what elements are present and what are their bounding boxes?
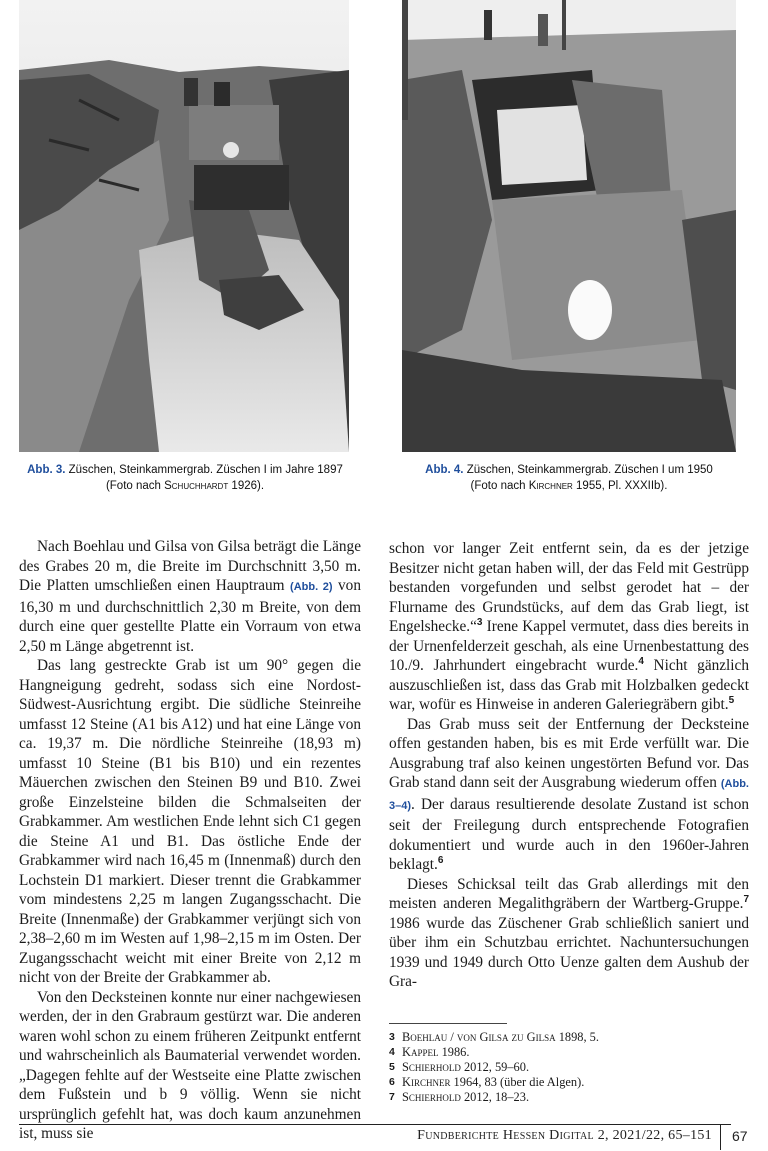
- figure-reference-link[interactable]: (Abb. 3–4): [389, 778, 749, 812]
- paragraph-text: Nach Boehlau und Gilsa von Gilsa beträgt die Länge des Grabes 20 m, die Breite im Durchschnitt 3,50 m. Die Platten umschließen einen Hauptraum: [19, 538, 361, 594]
- figure-caption-abb-3: [14, 462, 356, 494]
- caption-credit-prefix: (Foto nach: [105, 480, 165, 492]
- caption-author: Schuchhardt: [164, 480, 229, 492]
- paragraph: [389, 715, 749, 875]
- footnote: [389, 1090, 749, 1105]
- footnote-author: Schierhold: [402, 1060, 461, 1074]
- footnote-author: Schierhold: [402, 1090, 461, 1104]
- paragraph: Von den Decksteinen konnte nur einer nachgewiesen werden, der in den Grabraum gestürzt war. Die anderen waren wohl schon zu einem früheren Zeitpunkt entfernt und wahrscheinlich als Baumaterial verwendet worden. „Dagegen fehlte auf der Westseite eine Platte zwischen dem Fußstein und b 9 völlig. Wenn sie nicht ursprünglich gefehlt hat, was doch kaum anzunehmen ist, muss sie: [19, 988, 361, 1142]
- footnote-number: 7: [389, 1091, 395, 1103]
- paragraph: [19, 537, 361, 656]
- page-number-divider: [720, 1124, 721, 1150]
- footnote-author: Boehlau / von Gilsa zu Gilsa: [402, 1030, 556, 1044]
- footnote-marker[interactable]: 7: [743, 893, 749, 905]
- footnote-marker[interactable]: 6: [437, 854, 444, 866]
- footnote-author: Kirchner: [402, 1075, 451, 1089]
- footer-divider: [19, 1124, 731, 1125]
- caption-text: Züschen, Steinkammergrab. Züschen I um 1950: [466, 464, 713, 476]
- footnote-text: 2012, 59–60.: [460, 1060, 530, 1074]
- footnote-text: 2012, 18–23.: [460, 1090, 530, 1104]
- paragraph-text: 1986 wurde das Züschener Grab schließlich saniert und über ihm ein Schutzbau errichtet. Nachuntersuchungen 1939 und 1949 durch Otto Uenze galten dem Aushub der Gra-: [389, 914, 749, 990]
- body-column-left: [19, 537, 361, 1144]
- photo-zueschen-1950: [402, 0, 736, 452]
- paragraph-text: von 16,30 m und durchschnittlich 2,30 m Breite, von dem durch eine quer gestellte Platte ein Vorraum von etwa 2,50 m Länge abgetrennt ist.: [19, 577, 361, 655]
- caption-text: Züschen, Steinkammergrab. Züschen I im Jahre 1897: [68, 464, 343, 476]
- caption-credit-prefix: (Foto nach: [470, 480, 529, 492]
- footnote-text: 1986.: [438, 1045, 470, 1059]
- footnote-text: 1964, 83 (über die Algen).: [450, 1075, 585, 1089]
- caption-credit-suffix: 1955, Pl. XXXIIb).: [572, 480, 668, 492]
- page-number: 67: [732, 1128, 748, 1144]
- footnote: [389, 1075, 749, 1090]
- footnote: [389, 1060, 749, 1075]
- footnotes: [389, 1030, 749, 1105]
- footnote-number: 3: [389, 1031, 395, 1043]
- figure-reference-link[interactable]: (Abb. 2): [290, 581, 333, 593]
- footnote-divider: [389, 1023, 507, 1024]
- footnote: [389, 1045, 749, 1060]
- paragraph: Das lang gestreckte Grab ist um 90° gegen die Hangneigung gedreht, sodass sich eine Nordost-Südwest-Ausrichtung ergibt. Die südliche Steinreihe umfasst 12 Steine (A1 bis A12) und hat eine Länge von ca. 19,37 m. Die nördliche Steinreihe (18,93 m) umfasst 10 Steine (B1 bis B10) und ein rezentes Mäuerchen zwischen den Steinen B9 und B10. Zwei große Einzelsteine bilden die Schmalseiten der Grabkammer. Am westlichen Ende lehnt sich C1 gegen die Steine A1 und B1. Das östliche Ende der Grabkammer wird nach 16,45 m (Innenmaß) durch den Lochstein D1 markiert. Dieser trennt die Grabkammer vom mindestens 2,25 m langen Zugangsschacht. Die Breite (Innenmaße) der Grabkammer verjüngt sich von 2,38–2,60 m im Westen auf 1,98–2,15 m im Osten. Der Zugangsschacht weicht mit einer Breite von 2,12 m nicht von der Breite der Grabkammer ab.: [19, 657, 361, 986]
- footnote-number: 6: [389, 1076, 395, 1088]
- footnote: [389, 1030, 749, 1045]
- footnote-number: 4: [389, 1046, 395, 1058]
- footnote-author: Kappel: [402, 1045, 439, 1059]
- footnote-marker[interactable]: 4: [638, 655, 644, 667]
- footnote-text: 1898, 5.: [555, 1030, 599, 1044]
- paragraph: [389, 875, 749, 992]
- caption-credit-suffix: 1926).: [228, 480, 265, 492]
- figure-label: Abb. 4.: [425, 464, 464, 476]
- paragraph: [389, 539, 749, 715]
- journal-citation: Fundberichte Hessen Digital 2, 2021/22, 65–151: [417, 1128, 712, 1143]
- figure-caption-abb-4: [398, 462, 740, 494]
- paragraph-text: Dieses Schicksal teilt das Grab allerdings mit den meisten anderen Megalithgräbern der Wartberg-Gruppe.: [389, 875, 749, 912]
- caption-author: Kirchner: [528, 480, 573, 492]
- paragraph-text: schon vor langer Zeit entfernt sein, da es der jetzige Besitzer nicht getan haben will, der das Feld mit Gestrüpp bestanden vorgefunden und selbst gerodet hat – der Flurname des Grundstücks, auf dem das Grab liegt, ist Engelshecke.“: [389, 540, 749, 635]
- figure-label: Abb. 3.: [27, 464, 66, 476]
- paragraph-text: Das Grab muss seit der Entfernung der Decksteine offen gestanden haben, bis es mit Erde verfüllt war. Die Ausgrabung traf also keinen ungestörten Befund vor. Das Grab stand dann seit der Ausgrabung wiederum offen: [389, 715, 749, 791]
- paragraph-text: Nicht gänzlich auszuschließen ist, dass das Grab mit Holzbalken gedeckt war, wofür es Hinweise in anderen Galeriegräbern gibt.: [389, 657, 749, 713]
- paragraph-text: Irene Kappel vermutet, dass dies bereits in der Urnenfelderzeit geschah, als eine Urnenbestattung des 10./9. Jahrhundert eingebracht wurde.: [389, 618, 749, 674]
- body-column-right: [389, 539, 749, 992]
- paragraph-text: . Der daraus resultierende desolate Zustand ist schon seit der Freilegung durch entsprechende Fotografien dokumentiert und wurde auch in den 1960er-Jahren beklagt.: [389, 795, 749, 873]
- footnote-marker[interactable]: 3: [476, 616, 483, 628]
- photo-zueschen-1897: [19, 0, 349, 452]
- footnote-number: 5: [389, 1061, 395, 1073]
- footnote-marker[interactable]: 5: [728, 694, 735, 706]
